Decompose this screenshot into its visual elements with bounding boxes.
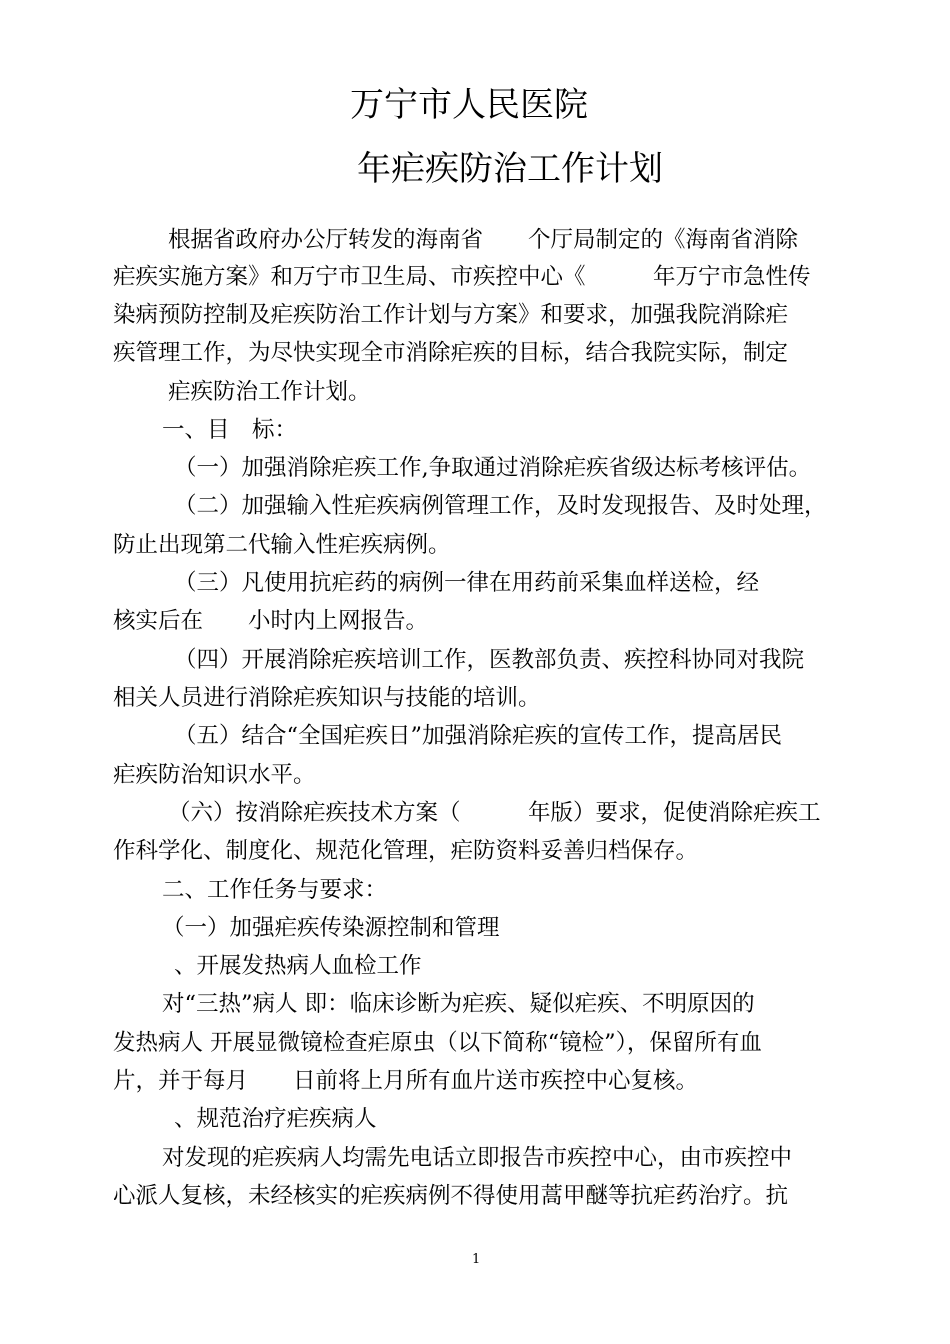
document-title-hospital: 万宁市人民医院: [350, 85, 588, 125]
paragraph-line: 核实后在 小时内上网报告。: [113, 608, 429, 634]
item-heading: 、规范治疗疟疾病人: [174, 1106, 377, 1132]
paragraph-line: （五）结合“全国疟疾日”加强消除疟疾的宣传工作，提高居民: [174, 723, 783, 749]
paragraph-line: （四）开展消除疟疾培训工作，医教部负责、疾控科协同对我院: [174, 647, 805, 673]
document-title-plan: 年疟疾防治工作计划: [357, 149, 663, 189]
paragraph-line: 发热病人 开展显微镜检查疟原虫（以下简称“镜检”），保留所有血: [113, 1030, 762, 1056]
paragraph-line: 相关人员进行消除疟疾知识与技能的培训。: [113, 685, 541, 711]
paragraph-line: 心派人复核，未经核实的疟疾病例不得使用蒿甲醚等抗疟药治疗。抗: [113, 1183, 789, 1209]
paragraph-line: 染病预防控制及疟疾防治工作计划与方案》和要求，加强我院消除疟: [113, 302, 789, 328]
paragraph-line: （二）加强输入性疟疾病例管理工作，及时发现报告、及时处理，: [174, 493, 827, 519]
paragraph-line: 根据省政府办公厅转发的海南省 个厅局制定的《海南省消除: [168, 227, 799, 253]
item-heading: 、开展发热病人血检工作: [174, 953, 422, 979]
subsection-heading: （一）加强疟疾传染源控制和管理: [162, 915, 500, 941]
paragraph-line: 疟疾防治工作计划。: [168, 379, 371, 405]
section-heading: 一、目 标：: [162, 417, 298, 443]
paragraph-line: 作科学化、制度化、规范化管理，疟防资料妥善归档保存。: [113, 838, 699, 864]
paragraph-line: （一）加强消除疟疾工作,争取通过消除疟疾省级达标考核评估。: [174, 455, 812, 481]
paragraph-line: 疾管理工作，为尽快实现全市消除疟疾的目标，结合我院实际，制定: [113, 340, 789, 366]
paragraph-line: 疟疾防治知识水平。: [113, 762, 316, 788]
paragraph-line: 防止出现第二代输入性疟疾病例。: [113, 532, 451, 558]
paragraph-line: （六）按消除疟疾技术方案（ 年版）要求，促使消除疟疾工: [168, 800, 821, 826]
paragraph-line: 对发现的疟疾病人均需先电话立即报告市疾控中心，由市疾控中: [162, 1145, 793, 1171]
page-number: 1: [472, 1252, 481, 1267]
paragraph-line: （三）凡使用抗疟药的病例一律在用药前采集血样送检，经: [174, 570, 760, 596]
section-heading: 二、工作任务与要求：: [162, 877, 388, 903]
paragraph-line: 疟疾实施方案》和万宁市卫生局、市疾控中心《 年万宁市急性传: [113, 264, 811, 290]
paragraph-line: 片，并于每月 日前将上月所有血片送市疾控中心复核。: [113, 1068, 699, 1094]
paragraph-line: 对“三热”病人 即：临床诊断为疟疾、疑似疟疾、不明原因的: [162, 991, 755, 1017]
